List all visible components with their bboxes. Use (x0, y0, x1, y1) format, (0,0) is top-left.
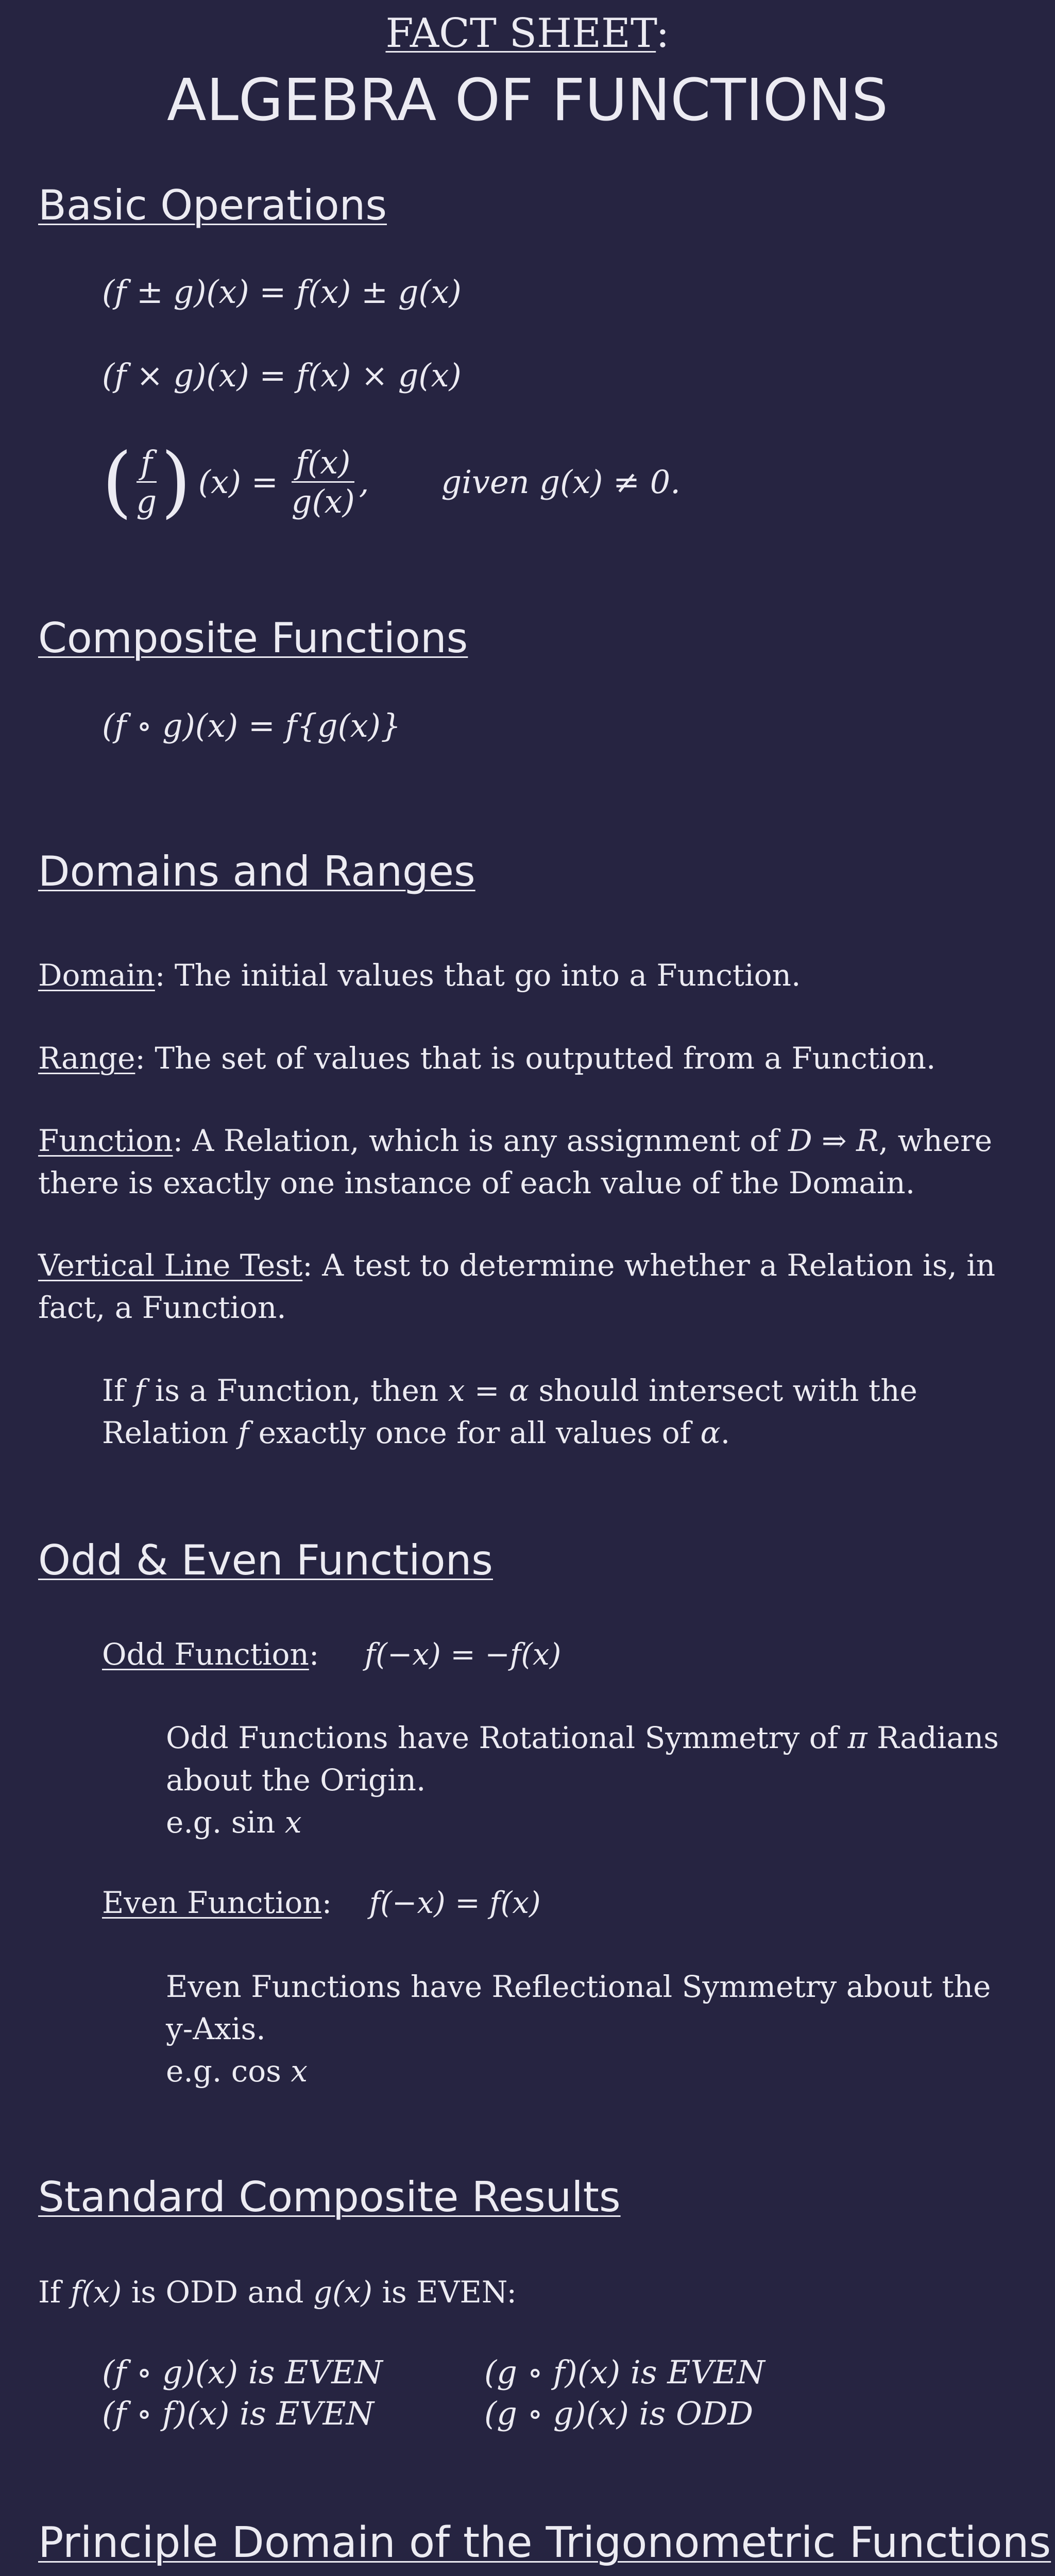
definition-domain: Domain: The initial values that go into a Function. (38, 958, 801, 993)
equation-composite: (f ∘ g)(x) = f{g(x)} (102, 707, 401, 744)
result-g-of-f: (g ∘ f)(x) is EVEN (484, 2353, 765, 2391)
standard-composite-intro: If f(x) is ODD and g(x) is EVEN: (38, 2275, 517, 2310)
definition-function: Function: A Relation, which is any assignment of D ⇒ R, where there is exactly one instance of each value of the Domain. (38, 1123, 993, 1200)
section-heading-trig-domains: Principle Domain of the Trigonometric Functions (38, 2518, 1051, 2567)
even-function-definition: Even Function: f(−x) = f(x) (102, 1885, 541, 1920)
fact-sheet-kicker: FACT SHEET: (385, 10, 670, 57)
result-f-of-f: (f ∘ f)(x) is EVEN (102, 2395, 375, 2432)
section-heading-basic-operations: Basic Operations (38, 181, 387, 229)
fraction-f-over-g: $\frac{f}{g}$ (136, 443, 157, 520)
section-heading-domains-ranges: Domains and Ranges (38, 848, 475, 895)
section-heading-odd-even: Odd & Even Functions (38, 1536, 493, 1584)
result-g-of-g: (g ∘ g)(x) is ODD (484, 2395, 754, 2432)
result-f-of-g: (f ∘ g)(x) is EVEN (102, 2353, 383, 2391)
definition-vertical-line-test: Vertical Line Test: A test to determine whether a Relation is, in fact, a Function. (38, 1248, 996, 1325)
equation-product: (f × g)(x) = f(x) × g(x) (102, 357, 462, 394)
quotient-condition: given g(x) ≠ 0. (441, 463, 680, 501)
equation-sum-difference: (f ± g)(x) = f(x) ± g(x) (102, 273, 462, 311)
section-heading-standard-composite: Standard Composite Results (38, 2173, 621, 2221)
equation-quotient: ( $\frac{f}{g}$ ) (x) = $\frac{f(x)}{g(x)}$ , given g(x) ≠ 0. (102, 437, 680, 527)
definition-range: Range: The set of values that is outputted from a Function. (38, 1041, 936, 1076)
section-heading-composite-functions: Composite Functions (38, 614, 468, 662)
fraction-fx-over-gx: $\frac{f(x)}{g(x)}$ (291, 443, 355, 520)
page-title: ALGEBRA OF FUNCTIONS (167, 67, 888, 134)
odd-function-definition: Odd Function: f(−x) = −f(x) (102, 1637, 561, 1672)
odd-function-description: Odd Functions have Rotational Symmetry of π Radians about the Origin. e.g. sin x (166, 1720, 999, 1840)
vertical-line-test-note: If f is a Function, then x = α should intersect with the Relation f exactly once for all values of α. (102, 1373, 917, 1450)
even-function-description: Even Functions have Reflectional Symmetry about the y-Axis. e.g. cos x (166, 1969, 991, 2089)
